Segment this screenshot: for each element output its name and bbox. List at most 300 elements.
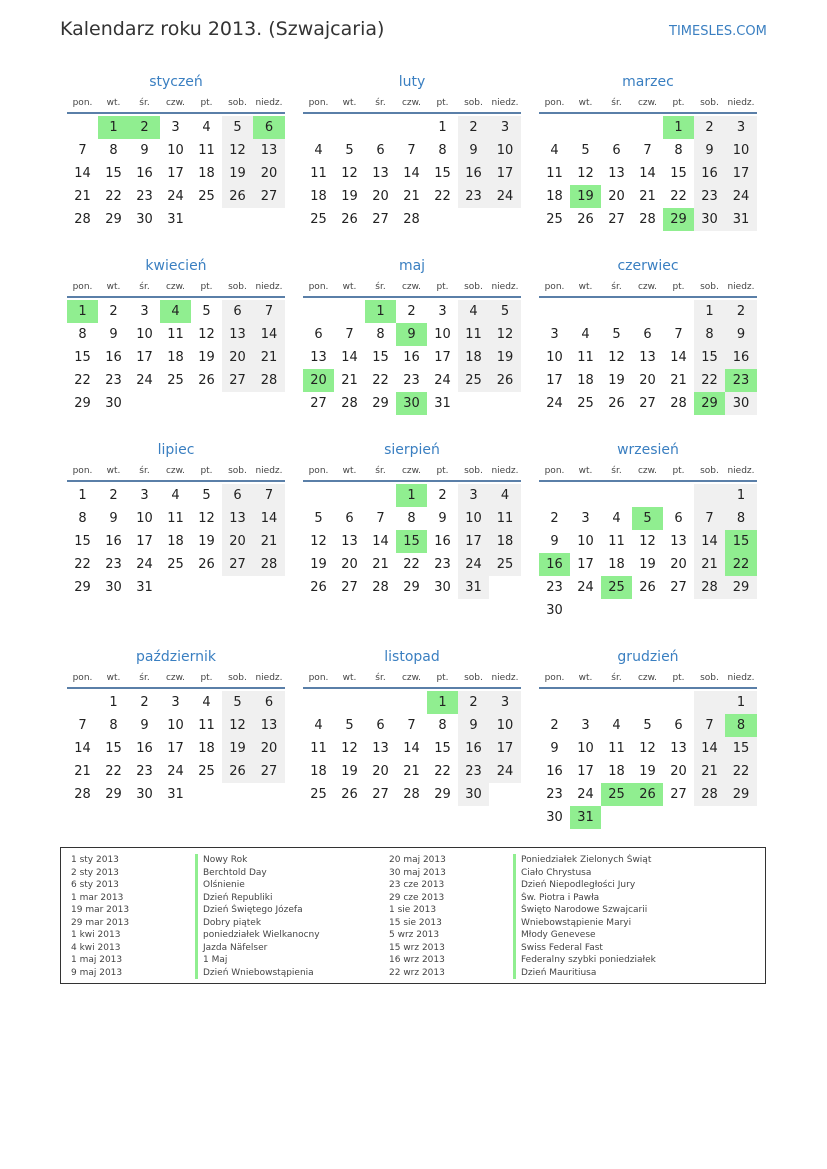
month-name: czerwiec xyxy=(617,258,679,274)
day-grid xyxy=(67,300,285,415)
day-cell: 28 xyxy=(253,553,285,576)
weekday-label: wt. xyxy=(342,282,357,292)
day-cell: 2 xyxy=(725,300,757,323)
day-grid xyxy=(539,484,757,622)
day-cell: 27 xyxy=(372,212,389,227)
empty-cell xyxy=(601,116,632,139)
day-cell: 6 xyxy=(376,718,385,733)
day-cell-holiday: 8 xyxy=(725,714,757,737)
day-cell: 19 xyxy=(222,162,253,185)
day-cell: 27 xyxy=(222,553,253,576)
day-cell: 19 xyxy=(639,557,656,572)
day-cell: 7 xyxy=(78,718,87,733)
weekday-label: sob. xyxy=(228,466,247,476)
day-cell: 29 xyxy=(105,787,122,802)
day-cell-holiday: 15 xyxy=(725,530,757,553)
weekday-label: niedz. xyxy=(491,673,519,683)
empty-cell xyxy=(303,300,334,323)
legend-date: 16 wrz 2013 xyxy=(389,955,445,965)
day-cell: 23 xyxy=(434,557,451,572)
day-cell: 26 xyxy=(608,396,625,411)
legend-holiday-name: Swiss Federal Fast xyxy=(513,942,721,955)
day-cell: 8 xyxy=(376,327,385,342)
day-cell: 5 xyxy=(314,511,323,526)
day-cell: 27 xyxy=(608,212,625,227)
day-cell: 21 xyxy=(670,373,687,388)
day-cell: 2 xyxy=(140,695,149,710)
header-rule xyxy=(67,687,285,689)
day-cell: 11 xyxy=(198,143,215,158)
day-cell: 24 xyxy=(489,760,521,783)
day-cell: 26 xyxy=(639,580,656,595)
day-cell: 10 xyxy=(167,143,184,158)
day-cell: 8 xyxy=(438,143,447,158)
day-grid xyxy=(67,484,285,599)
day-cell: 24 xyxy=(136,373,153,388)
legend-item xyxy=(379,954,721,967)
day-cell: 30 xyxy=(434,580,451,595)
day-cell: 18 xyxy=(310,764,327,779)
header-rule xyxy=(67,296,285,298)
weekday-label: niedz. xyxy=(727,466,755,476)
legend-holiday-name: Jazda Näfelser xyxy=(195,942,403,955)
day-cell: 27 xyxy=(253,185,285,208)
day-cell: 21 xyxy=(341,373,358,388)
day-cell: 17 xyxy=(489,737,521,760)
day-cell: 18 xyxy=(458,346,489,369)
day-cell: 19 xyxy=(639,764,656,779)
day-cell: 2 xyxy=(694,116,725,139)
day-cell-holiday: 15 xyxy=(396,530,427,553)
empty-cell xyxy=(365,116,396,139)
weekday-label: pt. xyxy=(672,282,685,292)
day-cell: 13 xyxy=(670,534,687,549)
day-cell: 5 xyxy=(643,718,652,733)
day-cell: 16 xyxy=(458,162,489,185)
day-cell: 7 xyxy=(674,327,683,342)
day-cell: 13 xyxy=(670,741,687,756)
day-cell: 17 xyxy=(136,534,153,549)
weekday-label: śr. xyxy=(139,673,150,683)
day-cell: 12 xyxy=(577,166,594,181)
day-cell: 6 xyxy=(643,327,652,342)
day-cell: 20 xyxy=(670,557,687,572)
day-cell: 21 xyxy=(694,760,725,783)
empty-cell xyxy=(570,300,601,323)
day-cell: 10 xyxy=(577,741,594,756)
day-cell: 31 xyxy=(434,396,451,411)
day-cell: 16 xyxy=(105,534,122,549)
day-cell: 14 xyxy=(74,166,91,181)
day-cell: 28 xyxy=(670,396,687,411)
weekday-label: wt. xyxy=(578,673,593,683)
weekday-label: wt. xyxy=(106,98,121,108)
empty-cell xyxy=(539,116,570,139)
empty-cell xyxy=(601,300,632,323)
day-cell-holiday: 2 xyxy=(129,116,160,139)
day-cell: 22 xyxy=(74,373,91,388)
weekday-label: czw. xyxy=(165,98,186,108)
day-cell: 30 xyxy=(105,396,122,411)
weekday-header xyxy=(539,464,757,478)
day-cell: 15 xyxy=(105,166,122,181)
day-cell: 14 xyxy=(694,530,725,553)
weekday-label: pt. xyxy=(436,673,449,683)
day-cell: 7 xyxy=(694,507,725,530)
day-cell: 24 xyxy=(725,185,757,208)
weekday-label: niedz. xyxy=(491,466,519,476)
day-cell: 21 xyxy=(74,189,91,204)
legend-date: 30 maj 2013 xyxy=(389,867,446,878)
day-cell: 22 xyxy=(694,369,725,392)
day-cell: 17 xyxy=(546,373,563,388)
day-cell: 22 xyxy=(74,557,91,572)
day-cell-holiday: 29 xyxy=(663,208,694,231)
empty-cell xyxy=(663,300,694,323)
empty-cell xyxy=(334,300,365,323)
empty-cell xyxy=(396,691,427,714)
day-cell-holiday: 1 xyxy=(427,691,458,714)
weekday-label: śr. xyxy=(139,466,150,476)
day-cell: 19 xyxy=(198,534,215,549)
day-cell: 18 xyxy=(608,557,625,572)
day-cell: 27 xyxy=(310,396,327,411)
weekday-header xyxy=(303,464,521,478)
day-grid xyxy=(539,691,757,829)
legend-date: 15 sie 2013 xyxy=(389,917,442,928)
legend-item xyxy=(379,879,721,892)
month-name: listopad xyxy=(384,649,440,665)
day-cell: 1 xyxy=(438,120,447,135)
day-cell: 12 xyxy=(639,534,656,549)
legend-holiday-name: Olśnienie xyxy=(195,879,403,892)
day-grid xyxy=(303,300,521,415)
day-cell: 18 xyxy=(198,166,215,181)
day-cell: 12 xyxy=(198,511,215,526)
day-cell: 26 xyxy=(222,185,253,208)
day-cell: 25 xyxy=(198,189,215,204)
day-grid xyxy=(539,300,757,415)
day-cell: 16 xyxy=(105,350,122,365)
day-cell: 28 xyxy=(253,369,285,392)
day-cell: 10 xyxy=(725,139,757,162)
day-cell: 25 xyxy=(489,553,521,576)
day-cell: 23 xyxy=(136,764,153,779)
weekday-label: pon. xyxy=(308,98,329,108)
month-block xyxy=(303,441,521,599)
empty-cell xyxy=(539,300,570,323)
legend-item xyxy=(61,967,403,980)
day-cell: 4 xyxy=(314,718,323,733)
legend-date: 29 cze 2013 xyxy=(389,892,445,903)
legend-item xyxy=(379,967,721,980)
weekday-label: śr. xyxy=(611,673,622,683)
day-cell: 23 xyxy=(403,373,420,388)
legend-date: 1 kwi 2013 xyxy=(71,930,121,940)
empty-cell xyxy=(570,691,601,714)
day-cell: 1 xyxy=(725,484,757,507)
day-cell: 13 xyxy=(639,350,656,365)
weekday-label: pt. xyxy=(200,673,213,683)
day-cell: 4 xyxy=(581,327,590,342)
day-cell: 27 xyxy=(670,787,687,802)
header-rule xyxy=(303,296,521,298)
day-cell: 16 xyxy=(546,764,563,779)
day-cell: 17 xyxy=(167,166,184,181)
day-cell: 24 xyxy=(167,764,184,779)
legend-holiday-name: 1 Maj xyxy=(195,954,403,967)
legend-date: 9 maj 2013 xyxy=(71,967,123,978)
empty-cell xyxy=(694,691,725,714)
legend-item xyxy=(379,929,721,942)
empty-cell xyxy=(663,484,694,507)
day-cell: 9 xyxy=(458,714,489,737)
day-cell: 24 xyxy=(546,396,563,411)
day-cell: 30 xyxy=(105,580,122,595)
day-cell: 21 xyxy=(403,189,420,204)
day-cell: 6 xyxy=(674,511,683,526)
day-cell: 6 xyxy=(674,718,683,733)
month-name: wrzesień xyxy=(617,442,679,458)
legend-item xyxy=(61,854,403,867)
day-cell: 25 xyxy=(546,212,563,227)
day-cell-holiday: 25 xyxy=(601,576,632,599)
day-cell: 26 xyxy=(341,212,358,227)
legend-item xyxy=(61,904,403,917)
day-cell: 30 xyxy=(458,783,489,806)
day-cell: 28 xyxy=(639,212,656,227)
day-cell: 4 xyxy=(612,718,621,733)
day-cell: 10 xyxy=(577,534,594,549)
day-cell: 2 xyxy=(407,304,416,319)
empty-cell xyxy=(67,691,98,714)
day-cell: 20 xyxy=(372,189,389,204)
day-cell: 15 xyxy=(105,741,122,756)
weekday-header xyxy=(67,464,285,478)
day-cell: 27 xyxy=(639,396,656,411)
legend-date: 23 cze 2013 xyxy=(389,880,445,890)
day-cell: 20 xyxy=(670,764,687,779)
legend-item xyxy=(61,942,403,955)
weekday-label: czw. xyxy=(165,466,186,476)
weekday-label: pon. xyxy=(308,282,329,292)
day-cell: 29 xyxy=(74,396,91,411)
weekday-label: śr. xyxy=(139,282,150,292)
day-cell: 3 xyxy=(171,695,180,710)
weekday-label: pt. xyxy=(672,466,685,476)
day-cell: 8 xyxy=(407,511,416,526)
weekday-label: śr. xyxy=(375,282,386,292)
month-name: styczeń xyxy=(149,74,203,90)
weekday-label: pon. xyxy=(544,673,565,683)
day-cell: 9 xyxy=(140,718,149,733)
weekday-header xyxy=(539,671,757,685)
month-block xyxy=(67,441,285,599)
day-cell: 23 xyxy=(458,760,489,783)
day-cell: 30 xyxy=(725,392,757,415)
day-cell: 27 xyxy=(670,580,687,595)
day-cell: 7 xyxy=(694,714,725,737)
legend-holiday-name: Federalny szybki poniedziałek xyxy=(513,954,721,967)
day-cell: 20 xyxy=(253,737,285,760)
legend-holiday-name: Dzień Świętego Józefa xyxy=(195,904,403,917)
legend-column-left xyxy=(61,854,403,979)
month-block xyxy=(539,73,757,231)
day-cell: 6 xyxy=(222,484,253,507)
weekday-label: czw. xyxy=(165,282,186,292)
day-cell: 5 xyxy=(581,143,590,158)
day-grid xyxy=(67,116,285,231)
legend-holiday-name: Młody Genevese xyxy=(513,929,721,942)
day-cell: 20 xyxy=(341,557,358,572)
day-cell: 8 xyxy=(78,511,87,526)
holiday-legend xyxy=(60,847,766,984)
day-cell: 10 xyxy=(167,718,184,733)
weekday-label: wt. xyxy=(578,282,593,292)
legend-holiday-name: poniedziałek Wielkanocny xyxy=(195,929,403,942)
month-block xyxy=(539,648,757,829)
empty-cell xyxy=(365,691,396,714)
day-cell: 1 xyxy=(78,488,87,503)
day-cell: 17 xyxy=(489,162,521,185)
weekday-label: czw. xyxy=(637,282,658,292)
day-cell: 7 xyxy=(253,484,285,507)
day-cell-holiday: 1 xyxy=(67,300,98,323)
day-cell: 29 xyxy=(725,576,757,599)
weekday-label: pt. xyxy=(672,98,685,108)
day-cell: 25 xyxy=(458,369,489,392)
day-cell: 15 xyxy=(670,166,687,181)
day-cell: 26 xyxy=(198,557,215,572)
weekday-label: wt. xyxy=(106,673,121,683)
day-cell: 9 xyxy=(438,511,447,526)
legend-holiday-name: Dobry piątek xyxy=(195,917,403,930)
day-cell: 28 xyxy=(74,212,91,227)
day-cell: 14 xyxy=(253,323,285,346)
day-cell: 31 xyxy=(458,576,489,599)
day-cell: 15 xyxy=(725,737,757,760)
day-cell-holiday: 9 xyxy=(396,323,427,346)
site-link[interactable]: TIMESLES.COM xyxy=(669,24,767,39)
day-cell-holiday: 1 xyxy=(396,484,427,507)
day-cell-holiday: 20 xyxy=(303,369,334,392)
weekday-label: sob. xyxy=(228,673,247,683)
day-cell: 3 xyxy=(581,718,590,733)
day-cell: 18 xyxy=(198,741,215,756)
day-cell: 18 xyxy=(310,189,327,204)
empty-cell xyxy=(570,484,601,507)
legend-date: 1 sie 2013 xyxy=(389,905,437,915)
weekday-label: czw. xyxy=(401,466,422,476)
empty-cell xyxy=(601,484,632,507)
day-cell: 23 xyxy=(105,557,122,572)
legend-date: 19 mar 2013 xyxy=(71,905,130,915)
day-cell: 28 xyxy=(341,396,358,411)
legend-date: 2 sty 2013 xyxy=(71,867,119,878)
day-cell: 26 xyxy=(198,373,215,388)
day-cell: 13 xyxy=(310,350,327,365)
weekday-header xyxy=(539,96,757,110)
empty-cell xyxy=(632,116,663,139)
day-cell: 24 xyxy=(577,580,594,595)
weekday-label: pon. xyxy=(308,673,329,683)
day-cell: 14 xyxy=(403,741,420,756)
day-cell: 12 xyxy=(341,166,358,181)
day-cell: 29 xyxy=(725,783,757,806)
day-cell: 11 xyxy=(167,511,184,526)
empty-cell xyxy=(601,691,632,714)
day-cell: 3 xyxy=(489,691,521,714)
day-cell: 28 xyxy=(694,576,725,599)
day-cell: 22 xyxy=(105,764,122,779)
day-cell: 23 xyxy=(458,185,489,208)
month-name: lipiec xyxy=(157,442,195,458)
day-cell: 9 xyxy=(550,534,559,549)
empty-cell xyxy=(632,691,663,714)
day-cell: 4 xyxy=(314,143,323,158)
empty-cell xyxy=(334,691,365,714)
weekday-label: pon. xyxy=(544,282,565,292)
day-cell: 4 xyxy=(171,488,180,503)
day-cell: 10 xyxy=(434,327,451,342)
day-cell: 22 xyxy=(372,373,389,388)
legend-holiday-name: Święto Narodowe Szwajcarii xyxy=(513,904,721,917)
header-rule xyxy=(303,112,521,114)
day-cell: 10 xyxy=(489,714,521,737)
day-cell: 14 xyxy=(253,507,285,530)
day-cell: 25 xyxy=(198,764,215,779)
day-cell: 10 xyxy=(136,327,153,342)
weekday-label: czw. xyxy=(637,673,658,683)
day-cell: 26 xyxy=(577,212,594,227)
weekday-label: niedz. xyxy=(255,282,283,292)
empty-cell xyxy=(334,116,365,139)
day-cell: 20 xyxy=(222,346,253,369)
day-cell: 8 xyxy=(109,143,118,158)
day-cell: 30 xyxy=(136,212,153,227)
day-cell: 2 xyxy=(109,304,118,319)
day-cell: 7 xyxy=(407,143,416,158)
day-cell: 13 xyxy=(253,139,285,162)
day-cell: 28 xyxy=(74,787,91,802)
day-cell: 19 xyxy=(341,764,358,779)
day-cell: 14 xyxy=(403,166,420,181)
weekday-header xyxy=(303,96,521,110)
weekday-header xyxy=(67,96,285,110)
day-cell: 17 xyxy=(167,741,184,756)
weekday-label: czw. xyxy=(637,98,658,108)
legend-holiday-name: Dzień Niepodległości Jury xyxy=(513,879,721,892)
day-cell: 30 xyxy=(546,603,563,618)
weekday-label: sob. xyxy=(700,98,719,108)
day-cell-holiday: 31 xyxy=(570,806,601,829)
day-cell: 19 xyxy=(198,350,215,365)
weekday-label: wt. xyxy=(342,466,357,476)
legend-item xyxy=(379,854,721,867)
day-cell: 22 xyxy=(434,764,451,779)
header-rule xyxy=(539,112,757,114)
weekday-label: czw. xyxy=(401,673,422,683)
weekday-label: śr. xyxy=(139,98,150,108)
day-cell: 21 xyxy=(74,764,91,779)
day-cell: 17 xyxy=(458,530,489,553)
day-cell: 27 xyxy=(222,369,253,392)
weekday-label: pt. xyxy=(200,282,213,292)
day-cell: 3 xyxy=(438,304,447,319)
month-block xyxy=(67,257,285,415)
day-cell: 21 xyxy=(253,530,285,553)
day-cell: 31 xyxy=(167,787,184,802)
